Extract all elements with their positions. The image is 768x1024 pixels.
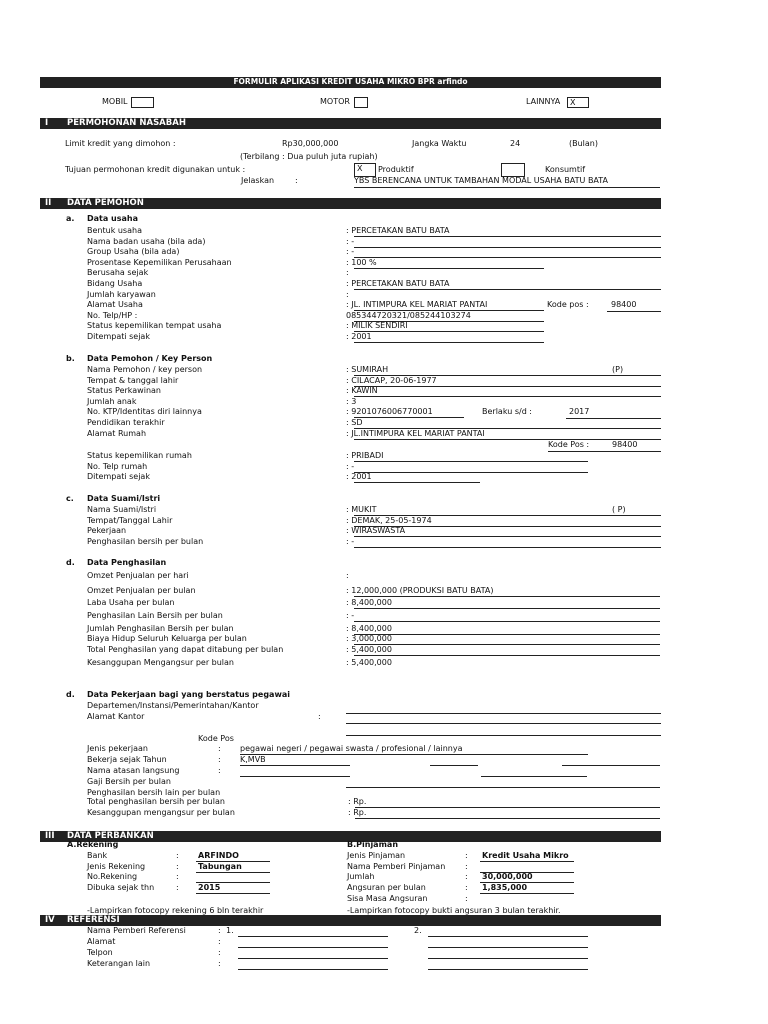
produktif-check-mark: X [357,164,363,173]
field-value: : [346,571,349,580]
referensi-underline-2[interactable] [428,958,588,959]
rekening-value: 2015 [198,883,221,892]
field-underline [354,268,544,269]
sub-e-letter: d. [66,690,75,699]
atasan-label: Nama atasan langsung [87,766,180,775]
kesanggupan-underline [355,818,660,819]
rekening-value: Tabungan [198,862,242,871]
referensi-label: Telpon [87,948,113,957]
section-4-number: IV [45,915,55,925]
sub-b-letter: b. [66,354,75,363]
lainnya-check-mark: X [570,98,576,107]
pinjaman-note: -Lampirkan fotocopy bukti angsuran 3 bulan terakhir. [347,906,561,915]
field-value: : PERCETAKAN BATU BATA [346,226,450,235]
pemohon-gender: (P) [612,365,624,374]
dept-underline [346,713,661,714]
motor-label: MOTOR [320,97,350,106]
usaha-kodepos-underline [607,311,661,312]
field-value: : MUKIT [346,505,377,514]
bekerja-sejak-underline-3 [562,765,660,766]
field-value: : 2001 [346,472,372,481]
jenis-pekerjaan-value: pegawai negeri / pegawai swasta / profesional / lainnya [240,744,463,753]
field-value: : PRIBADI [346,451,384,460]
rekening-value: ARFINDO [198,851,239,860]
field-underline [354,655,660,656]
referensi-underline-2[interactable] [428,936,588,937]
dept-label: Departemen/Instansi/Pemerintahan/Kantor [87,701,259,710]
field-value: : JL.INTIMPURA KEL MARIAT PANTAI [346,429,485,438]
limit-value: Rp30,000,000 [282,139,339,148]
jangka-unit: (Bulan) [569,139,598,148]
field-underline [354,608,660,609]
field-value: : WIRASWASTA [346,526,406,536]
referensi-underline-1[interactable] [238,936,388,937]
kesanggupan-value: : Rp. [348,808,367,817]
rekening-label: Jenis Rekening [87,862,146,871]
field-value: : - [346,247,355,257]
field-label: Group Usaha (bila ada) [87,247,180,257]
gaji-bersih-underline [346,787,660,788]
pinjaman-label: Jumlah [347,872,375,881]
referensi-underline-1[interactable] [238,947,388,948]
penghasilan-lain-label: Penghasilan bersih lain per bulan [87,788,221,797]
bekerja-sejak-underline-1 [240,765,350,766]
field-value: : - [346,462,355,471]
rekening-colon: : [176,851,179,860]
section-2-title: DATA PEMOHON [67,198,144,208]
total-penghasilan-underline [355,807,660,808]
pinjaman-colon: : [465,862,468,871]
field-underline [354,634,660,635]
field-label: Status Perkawinan [87,386,161,395]
motor-checkbox[interactable] [354,97,368,108]
jelaskan-value: YBS BERENCANA UNTUK TAMBAHAN MODAL USAHA BATU BATA [354,176,609,185]
bekerja-sejak-colon: : [218,755,221,764]
section-1-title: PERMOHONAN NASABAH [67,118,186,128]
field-label: Jumlah karyawan [87,289,156,299]
section-1-number: I [45,118,49,128]
field-underline [354,386,661,387]
section-3-title: DATA PERBANKAN [67,831,154,841]
rekening-underline [196,893,270,894]
konsumtif-checkbox[interactable] [501,163,525,177]
kantor-kodepos-label: Kode Pos [198,734,234,743]
jenis-pekerjaan-colon: : [218,744,221,753]
field-value: : 100 % [346,257,377,267]
field-value: : [346,268,349,278]
field-value: : SD [346,418,363,427]
pinjaman-label: Angsuran per bulan [347,883,426,892]
jenis-pekerjaan-label: Jenis pekerjaan [87,744,148,753]
field-underline [354,331,544,332]
field-label: Pendidikan terakhir [87,418,165,427]
referensi-label: Alamat [87,937,116,946]
referensi-two: 2. [414,926,422,935]
pinjaman-label: Jenis Pinjaman [347,851,406,860]
field-label: Ditempati sejak [87,332,150,341]
rekening-colon: : [176,872,179,881]
field-label: Omzet Penjualan per hari [87,571,189,580]
sub-e-heading: Data Pekerjaan bagi yang berstatus pegawai [87,690,290,699]
field-label: Prosentase Kepemilikan Perusahaan [87,257,232,267]
field-label: Alamat Usaha [87,300,143,310]
lainnya-checkbox[interactable] [567,97,589,108]
field-value: : PERCETAKAN BATU BATA [346,279,450,288]
referensi-underline-1[interactable] [238,969,388,970]
atasan-colon: : [218,766,221,775]
alamat-kantor-underline-1 [346,723,661,724]
terbilang: (Terbilang : Dua puluh juta rupiah) [240,152,378,161]
field-value: : JL. INTIMPURA KEL MARIAT PANTAI [346,300,488,310]
field-label: Bidang Usaha [87,279,143,288]
field-value: : SUMIRAH [346,365,389,374]
rekening-label: No.Rekening [87,872,138,881]
field-value: : 5,400,000 [346,658,392,667]
section-4-title: REFERENSI [67,915,120,925]
rekening-colon: : [176,883,179,892]
field-label: No. Telp/HP : [87,310,138,320]
field-label: No. Telp rumah [87,462,148,471]
field-underline [354,396,661,397]
field-label: Bentuk usaha [87,226,142,235]
field-label: Kesanggupan Mengangsur per bulan [87,658,234,667]
rekening-underline [196,872,270,873]
pinjaman-colon: : [465,883,468,892]
field-label: Omzet Penjualan per bulan [87,586,196,595]
rekening-colon: : [176,862,179,871]
field-label: Nama Suami/Istri [87,505,157,514]
form-title-bar [40,77,661,88]
field-label: Tempat/Tanggal Lahir [87,515,173,525]
pinjaman-label: Nama Pemberi Pinjaman [347,862,446,871]
field-label: Status kepemilikan tempat usaha [87,321,222,331]
rumah-kodepos-label: Kode Pos : [548,440,590,449]
rumah-kodepos-value: 98400 [612,440,638,449]
referensi-underline-1[interactable] [238,958,388,959]
field-label: Berusaha sejak [87,268,149,278]
atasan-underline-2 [481,776,587,777]
field-underline [354,547,661,548]
jangka-label: Jangka Waktu [412,139,467,148]
rekening-note: -Lampirkan fotocopy rekening 6 bln terakhir [87,906,264,915]
limit-label: Limit kredit yang dimohon : [65,139,176,148]
jelaskan-underline [354,187,660,188]
field-label: No. KTP/Identitas diri lainnya [87,407,202,416]
total-penghasilan-value: : Rp. [348,797,367,806]
field-underline [354,417,464,418]
kesanggupan-label: Kesanggupan mengangsur per bulan [87,808,235,817]
atasan-underline-1 [240,776,350,777]
rekening-label: Dibuka sejak thn [87,883,155,892]
field-value: : 5,400,000 [346,645,392,654]
field-label: Pekerjaan [87,526,127,536]
alamat-kantor-colon: : [318,712,321,721]
tujuan-label: Tujuan permohonan kredit digunakan untuk : [65,165,246,174]
pinjaman-colon: : [465,851,468,860]
field-underline [354,472,588,473]
field-value: : [346,289,349,299]
field-label: Biaya Hidup Seluruh Keluarga per bulan [87,634,247,643]
produktif-checkbox[interactable] [354,163,376,177]
referensi-colon: : [218,959,221,968]
sub-b-heading: Data Pemohon / Key Person [87,354,213,363]
field-underline [354,596,660,597]
mobil-label: MOBIL [102,97,128,106]
referensi-colon: : [218,926,221,935]
gaji-bersih-label: Gaji Bersih per bulan [87,777,171,786]
sub-d-heading: Data Penghasilan [87,558,167,567]
jangka-value: 24 [510,139,521,148]
form-title: FORMULIR APLIKASI KREDIT USAHA MIKRO BPR arfindo [233,77,468,86]
field-value: : 8,400,000 [346,598,392,607]
field-value: : 9201076006770001 [346,407,433,416]
pinjaman-value: 30,000,000 [482,872,533,881]
field-underline [354,289,661,290]
jelaskan-label: Jelaskan [241,176,275,185]
mobil-checkbox[interactable] [131,97,154,108]
field-value: : CILACAP, 20-06-1977 [346,376,437,385]
pinjaman-underline [480,861,574,862]
field-label: Tempat & tanggal lahir [87,376,179,385]
pinjaman-value: 1,835,000 [482,883,528,892]
section-2-number: II [45,198,52,208]
sub-a-letter: a. [66,214,75,223]
referensi-label: Keterangan lain [87,959,151,968]
field-underline [354,247,661,248]
rekening-heading: A.Rekening [67,840,119,849]
field-label: Nama Pemohon / key person [87,365,203,374]
jelaskan-colon: : [295,176,298,185]
field-underline [354,536,661,537]
field-underline [354,461,588,462]
pinjaman-label: Sisa Masa Angsuran [347,894,428,903]
field-underline [354,342,544,343]
usaha-kodepos-label: Kode pos : [547,300,589,309]
field-value: : 3,000,000 [346,634,392,643]
pinjaman-value: Kredit Usaha Mikro [482,851,569,860]
pinjaman-heading: B.Pinjaman [347,840,399,849]
sub-d-letter: d. [66,558,75,567]
section-3-number: III [45,831,55,841]
field-label: Alamat Rumah [87,429,147,438]
field-value: 085344720321/085244103274 [346,310,471,320]
bekerja-sejak-value: K,MVB [240,755,266,764]
produktif-label: Produktif [378,165,414,174]
suami-gender: ( P) [612,505,626,514]
section-2-bar [40,198,661,209]
sub-a-heading: Data usaha [87,214,138,223]
field-value: : - [346,536,355,546]
pinjaman-underline [480,893,574,894]
alamat-kantor-label: Alamat Kantor [87,712,145,721]
referensi-underline-2[interactable] [428,947,588,948]
pinjaman-colon: : [465,872,468,881]
usaha-kodepos-value: 98400 [611,300,637,309]
jenis-pekerjaan-underline [240,754,588,755]
field-underline [354,482,480,483]
rumah-kodepos-underline [548,451,661,452]
field-label: Nama badan usaha (bila ada) [87,236,206,246]
referensi-underline-2[interactable] [428,969,588,970]
field-underline [354,257,661,258]
field-label: Jumlah Penghasilan Bersih per bulan [87,624,234,633]
sub-c-heading: Data Suami/Istri [87,494,161,503]
rekening-label: Bank [87,851,108,860]
field-label: Ditempati sejak [87,472,150,481]
field-label: Total Penghasilan yang dapat ditabung per bulan [87,645,284,654]
field-value: : DEMAK, 25-05-1974 [346,515,432,525]
bekerja-sejak-underline-2 [430,765,478,766]
field-value: : 12,000,000 (PRODUKSI BATU BATA) [346,586,494,595]
section-1-bar [40,118,661,129]
field-label: Status kepemilikan rumah [87,451,192,460]
field-label: Laba Usaha per bulan [87,598,175,607]
sub-c-letter: c. [66,494,74,503]
field-value: : 2001 [346,332,372,341]
referensi-one: 1. [226,926,234,935]
field-value: : MILIK SENDIRI [346,321,408,331]
field-underline [354,236,661,237]
field-value: : 8,400,000 [346,624,392,633]
berlaku-underline [566,418,661,419]
alamat-kantor-underline-2 [346,735,661,736]
section-4-bar [40,915,661,926]
field-label: Penghasilan bersih per bulan [87,536,204,546]
berlaku-label: Berlaku s/d : [482,407,533,416]
pinjaman-colon: : [465,894,468,903]
field-value: : - [346,236,355,246]
field-value: : KAWIN [346,386,378,395]
lainnya-label: LAINNYA [526,97,561,106]
referensi-label: Nama Pemberi Referensi [87,926,186,935]
bekerja-sejak-label: Bekerja sejak Tahun [87,755,167,764]
field-underline [354,644,660,645]
field-label: Jumlah anak [87,397,137,406]
field-label: Penghasilan Lain Bersih per bulan [87,611,223,620]
referensi-colon: : [218,937,221,946]
berlaku-value: 2017 [569,407,590,416]
field-value: : 3 [346,397,357,406]
referensi-colon: : [218,948,221,957]
total-penghasilan-label: Total penghasilan bersih per bulan [87,797,225,806]
konsumtif-label: Konsumtif [545,165,586,174]
field-underline [354,621,660,622]
field-value: : - [346,611,355,620]
